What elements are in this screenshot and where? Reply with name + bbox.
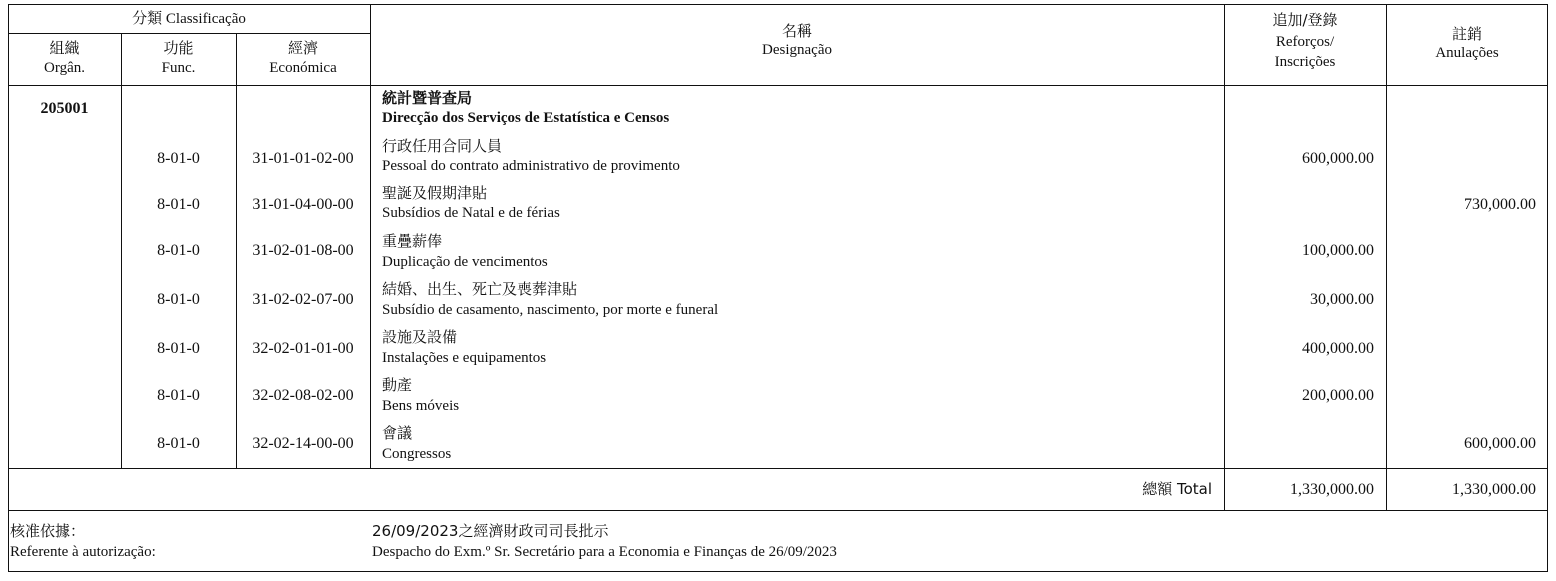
row-econ: 31-02-02-07-00 xyxy=(252,291,354,308)
row-func: 8-01-0 xyxy=(157,340,200,357)
total-cancellation: 1,330,000.00 xyxy=(1452,481,1536,498)
row-econ: 31-01-04-00-00 xyxy=(252,196,354,213)
func-header-zh: 功能 xyxy=(163,39,194,57)
total-label: 總額 Total xyxy=(1142,480,1212,498)
row-designation-pt: Pessoal do contrato administrativo de provimento xyxy=(382,158,680,174)
row-designation-pt: Bens móveis xyxy=(382,398,460,414)
reinforcement-header-zh: 追加/登錄 xyxy=(1272,11,1338,29)
func-header-pt: Func. xyxy=(161,60,196,76)
row-designation-pt: Duplicação de vencimentos xyxy=(382,254,548,270)
row-func: 8-01-0 xyxy=(157,242,200,259)
row-designation-zh: 結婚、出生、死亡及喪葬津貼 xyxy=(382,280,578,298)
row-func: 8-01-0 xyxy=(157,150,200,167)
authorization-text-zh: 26/09/2023之經濟財政司司長批示 xyxy=(372,522,609,540)
organ-name-zh: 統計暨普查局 xyxy=(382,89,473,107)
row-econ: 31-01-01-02-00 xyxy=(252,150,354,167)
authorization-text-pt: Despacho do Exm.º Sr. Secretário para a Economia e Finanças de 26/09/2023 xyxy=(372,544,837,560)
row-designation-zh: 會議 xyxy=(382,424,413,442)
divider xyxy=(8,33,370,34)
row-reinforcement: 100,000.00 xyxy=(1302,242,1374,259)
designation-header-zh: 名稱 xyxy=(781,22,812,40)
divider xyxy=(1386,4,1387,510)
authorization-label-zh: 核准依據： xyxy=(10,522,86,540)
divider xyxy=(370,4,371,468)
organ-header-zh: 組織 xyxy=(49,39,80,57)
organ-code: 205001 xyxy=(40,100,89,117)
econ-header-pt: Económica xyxy=(269,60,337,76)
divider xyxy=(8,85,1548,86)
row-reinforcement: 200,000.00 xyxy=(1302,387,1374,404)
total-reinforcement: 1,330,000.00 xyxy=(1290,481,1374,498)
row-func: 8-01-0 xyxy=(157,435,200,452)
row-designation-pt: Instalações e equipamentos xyxy=(382,350,547,366)
row-cancellation: 730,000.00 xyxy=(1464,196,1536,213)
row-designation-zh: 聖誕及假期津貼 xyxy=(382,184,488,202)
row-designation-pt: Subsídios de Natal e de férias xyxy=(382,205,560,221)
organ-header-pt: Orgân. xyxy=(44,60,85,76)
divider xyxy=(8,468,1548,469)
row-reinforcement: 600,000.00 xyxy=(1302,150,1374,167)
row-func: 8-01-0 xyxy=(157,291,200,308)
row-cancellation: 600,000.00 xyxy=(1464,435,1536,452)
row-reinforcement: 400,000.00 xyxy=(1302,340,1374,357)
row-designation-pt: Congressos xyxy=(382,446,452,462)
row-designation-zh: 行政任用合同人員 xyxy=(382,137,503,155)
cancellation-header-pt: Anulações xyxy=(1435,45,1499,61)
row-func: 8-01-0 xyxy=(157,387,200,404)
authorization-label-pt: Referente à autorização: xyxy=(10,544,156,560)
row-func: 8-01-0 xyxy=(157,196,200,213)
row-econ: 32-02-14-00-00 xyxy=(252,435,354,452)
row-designation-zh: 設施及設備 xyxy=(382,328,458,346)
row-reinforcement: 30,000.00 xyxy=(1310,291,1374,308)
reinforcement-header-pt: Reforços/ xyxy=(1275,34,1335,50)
row-econ: 31-02-01-08-00 xyxy=(252,242,354,259)
row-econ: 32-02-01-01-00 xyxy=(252,340,354,357)
row-designation-zh: 動產 xyxy=(382,376,413,394)
designation-header-pt: Designação xyxy=(762,42,832,58)
row-designation-pt: Subsídio de casamento, nascimento, por morte e funeral xyxy=(382,302,719,318)
divider xyxy=(8,510,1548,511)
cancellation-header-zh: 註銷 xyxy=(1451,25,1482,43)
row-econ: 32-02-08-02-00 xyxy=(252,387,354,404)
reinforcement-header-pt: Inscrições xyxy=(1274,54,1336,70)
organ-name-pt: Direcção dos Serviços de Estatística e Censos xyxy=(382,110,670,126)
econ-header-zh: 經濟 xyxy=(287,39,318,57)
classification-header: 分類 Classificação xyxy=(132,11,246,27)
row-designation-zh: 重疊薪俸 xyxy=(382,232,443,250)
